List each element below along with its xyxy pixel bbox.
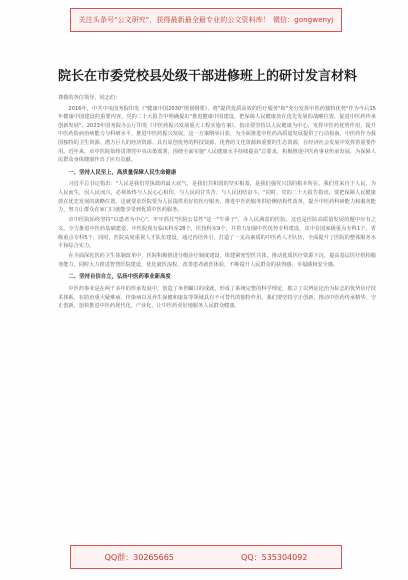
wechat-id: 微信：gongwenyj	[272, 16, 334, 24]
qq-group-number: QQ群：30265665	[104, 552, 174, 562]
paragraph: 市中医院始终坚持"以患者为中心"，牢牢抓住"医院公益性"这一"牛鼻子"，办人民满意的医院，这也是医院高质量发展的题中应有之义。全力推进中医药基础建设，中医院现有临床科室28个，医技科室9个，并着力加强中医优势专科建设，其中有国家级重点专科1个，省级重点专科5个。同时，医院高度重视人才队伍建设，通过内培外引，打造了一支高素质的中医药人才队伍，全面提升了医院的整体服务水平和综合实力。	[58, 217, 376, 250]
promo-banner-text: 关注头条号"公文研究"，获得最新最全最专业的公文资料库！	[78, 16, 270, 24]
contact-banner-bottom[interactable]	[70, 545, 342, 569]
paragraph: 中医药事业是在两千多年的传承发展中，创造了举世瞩目的成就，形成了系统完整的科学理论，独立了以辨证论治为标志的优势诊疗技术体系，在防治重大疑难病、传染病以及养生保健和康复等领域具有不可替代的独特作用。我们要坚持守正创新，推动中医药传承精华、守正创新，加快推进中医药现代化、产业化，让中医药更好地服务人民群众健康。	[58, 286, 376, 310]
section-heading-1: 一、坚持人民至上，高质量保障人民生命健康	[68, 169, 177, 176]
paragraph: 2016年，中共中央国务院印发《"健康中国2030"规划纲要》，将"提供优质高效的医疗服务"和"充分发挥中医药独特优势"作为今后15年健康中国建设的重要内容。党的二十大报告中明确提出"推进健康中国建设，把保障人民健康放在优先发展的战略位置，促进中医药传承创新发展"。2023年国务院办公厅印发《中医药振兴发展重大工程实施方案》，指出要坚持以人民健康为中心，发挥中医药优势作用，提升中医药防病治病能力与科研水平，推进中医药振兴发展。这一方案纲举目张，为全面推进中医药高质量发展提供了行动指南。中医药作为我国独特的卫生资源、潜力巨大的经济资源、具有原创优势的科技资源、优秀的文化资源和重要的生态资源，在经济社会发展中发挥着重要作用。近年来，市中医院始终贯彻党中央决策部署，围绕全面实施"人民健康水平持续提高"总要求，积极推进中医药事业传承发展，为保障人民群众身体健康作出了应有贡献。	[58, 105, 376, 164]
document-title: 院长在市委党校县处级干部进修班上的研讨发言材料	[58, 69, 358, 84]
section-heading-2: 二、坚持自信自立，弘扬中医药事业新高度	[68, 274, 171, 281]
qq-number: QQ：535304092	[241, 552, 308, 562]
document-body	[58, 94, 376, 312]
paragraph: 在全面深化医药卫生体制改革中，医院积极推进分级诊疗制度建设，组建紧密型医共体，推动优质医疗资源下沉，提高基层医疗机构服务能力。同时大力推进智慧医院建设，优化就医流程，改善患者就医体验，不断提升人民群众的获得感、幸福感和安全感。	[58, 253, 376, 268]
promo-banner-top[interactable]	[70, 8, 342, 32]
paragraph: 习近平总书记指出："人民是我们党执政的最大底气，是我们共和国的坚实根基，是我们强党兴国的根本所在。我们党来自于人民，为人民而生，因人民而兴，必须始终与人民心心相印、与人民同甘共苦、与人民团结奋斗。"同时，党的二十大报告指出，要把保障人民健康放在优先发展的战略位置。这就要求医院要为人民提供更好的医疗服务，推进中医药服务供给侧结构性改革，提升中医药科研能力和服务能力，努力让群众在家门口就能享受到优质中医药服务。	[58, 181, 376, 214]
greeting-line: 尊敬的各位领导、同志们：	[58, 95, 121, 101]
